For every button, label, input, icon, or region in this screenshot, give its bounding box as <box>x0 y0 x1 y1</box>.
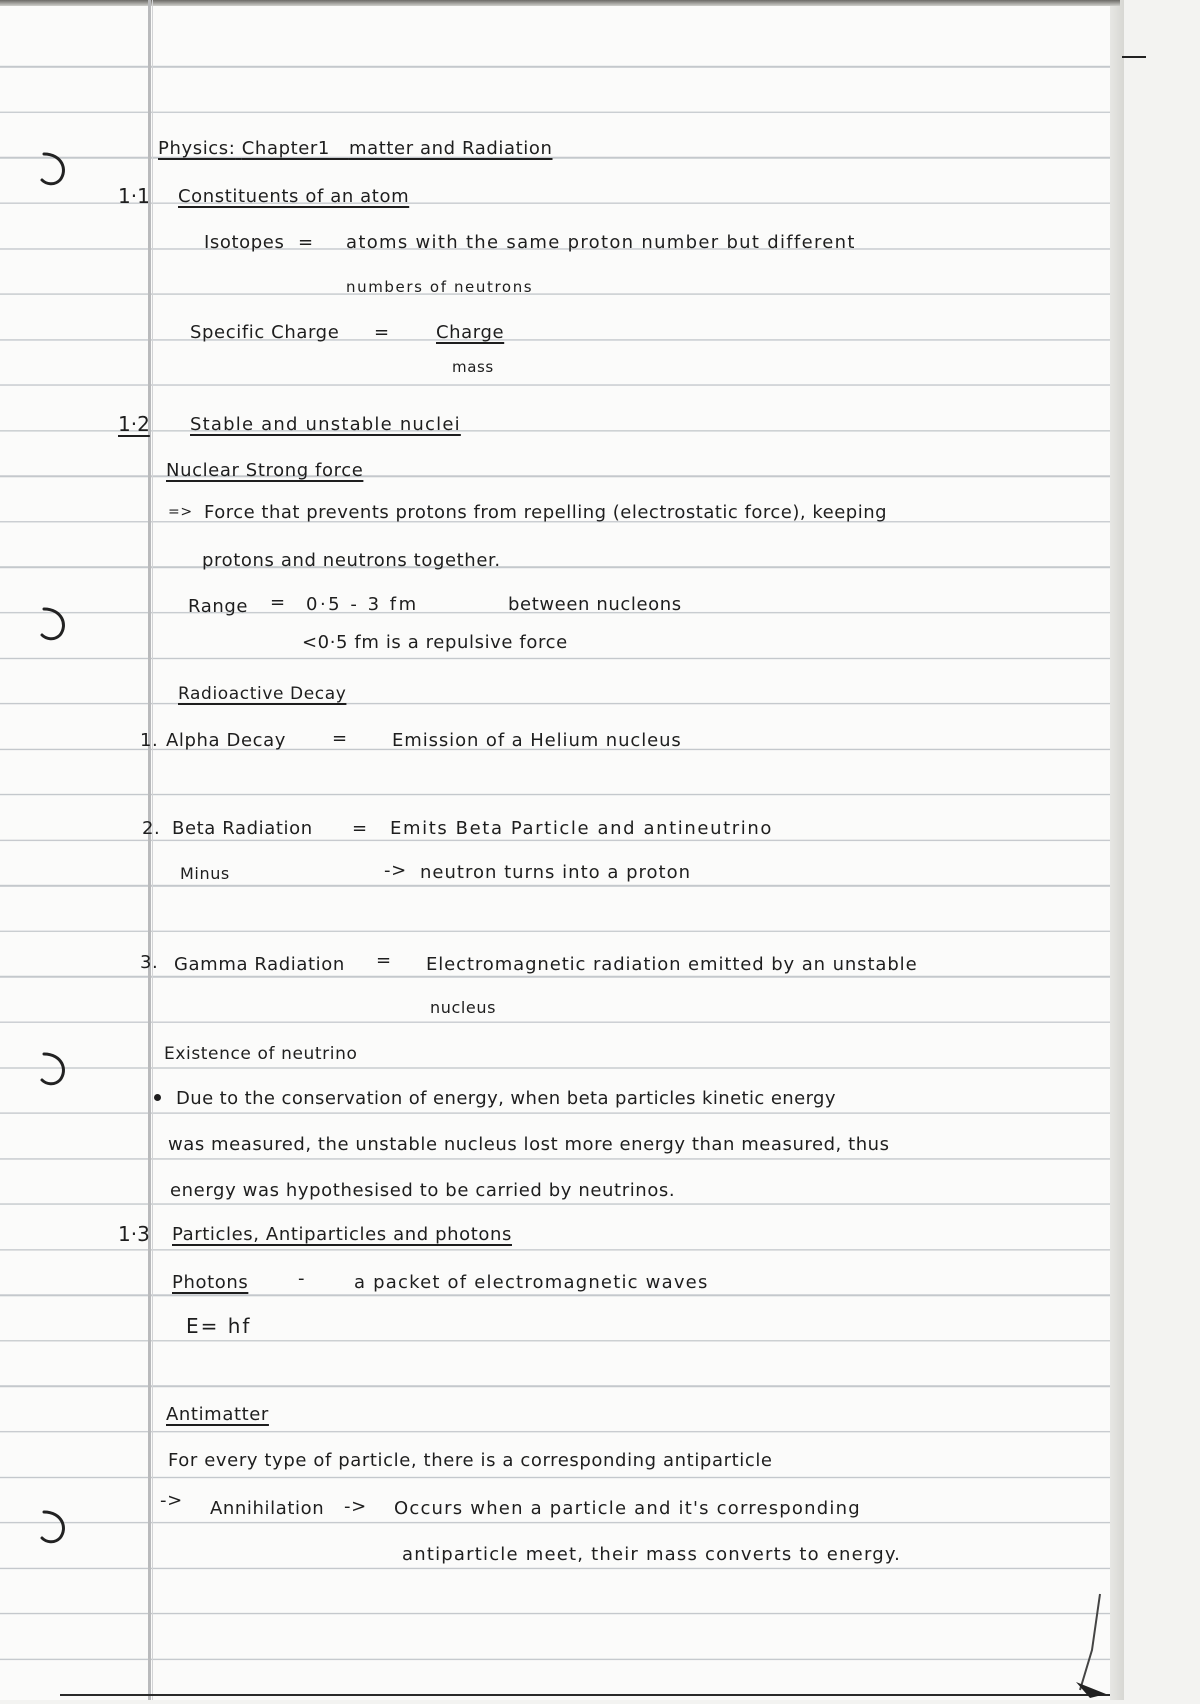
annihilation-definition-line-2: antiparticle meet, their mass converts to energy. <box>402 1544 902 1565</box>
term-annihilation: Annihilation <box>210 1498 325 1519</box>
page-top-edge <box>0 0 1120 6</box>
alpha-definition: Emission of a Helium nucleus <box>392 730 682 751</box>
arrow: -> <box>160 1490 183 1511</box>
neutrino-heading: Existence of neutrino <box>164 1044 358 1064</box>
pen-mark-icon <box>1070 1590 1110 1700</box>
range-repulsive: <0·5 fm is a repulsive force <box>302 632 568 653</box>
neutrino-line-2: was measured, the unstable nucleus lost more energy than measured, thus <box>168 1134 890 1155</box>
page-edge <box>1110 0 1124 1700</box>
list-number: 3. <box>140 952 159 973</box>
equals-sign: = <box>352 818 368 839</box>
section-heading: Constituents of an atom <box>178 186 410 207</box>
beta-minus-label: Minus <box>180 864 230 883</box>
margin-line <box>148 0 151 1700</box>
gamma-definition-line-1: Electromagnetic radiation emitted by an unstable <box>426 954 918 975</box>
section-heading: Stable and unstable nuclei <box>190 414 461 435</box>
isotopes-definition-line-1: atoms with the same proton number but different <box>346 232 856 253</box>
list-number: 2. <box>142 818 161 839</box>
photons-definition: a packet of electromagnetic waves <box>354 1272 709 1293</box>
beta-definition: Emits Beta Particle and antineutrino <box>390 818 773 839</box>
dash: - <box>298 1268 306 1289</box>
binder-hole-icon <box>38 605 74 645</box>
beta-note: neutron turns into a proton <box>420 862 692 883</box>
range-label: Range <box>188 596 249 617</box>
strong-force-definition-line-1: Force that prevents protons from repelling (electrostatic force), keeping <box>204 502 888 523</box>
binder-hole-icon <box>38 1050 74 1090</box>
arrow: -> <box>384 860 407 881</box>
binder-hole-icon <box>38 150 74 190</box>
section-number: 1·1 <box>118 184 150 208</box>
fraction-numerator: Charge <box>436 322 505 343</box>
term-beta-radiation: Beta Radiation <box>172 818 313 839</box>
range-between: between nucleons <box>508 594 682 615</box>
equals-sign: = <box>332 728 348 749</box>
term-alpha-decay: Alpha Decay <box>166 730 287 751</box>
term-gamma-radiation: Gamma Radiation <box>174 954 345 975</box>
isotopes-definition-line-2: numbers of neutrons <box>346 278 534 296</box>
equals-sign: = <box>270 592 286 613</box>
antimatter-heading: Antimatter <box>166 1404 269 1425</box>
equals-sign: = <box>298 232 314 253</box>
section-number: 1·2 <box>118 412 150 436</box>
equals-sign: = <box>374 322 390 343</box>
strong-force-heading: Nuclear Strong force <box>166 460 364 481</box>
edge-dash <box>1122 56 1146 58</box>
page-title: Physics: Chapter1 matter and Radiation <box>158 138 553 159</box>
section-number: 1·3 <box>118 1222 150 1246</box>
neutrino-line-1: Due to the conservation of energy, when beta particles kinetic energy <box>176 1088 836 1109</box>
range-value: 0·5 - 3 fm <box>306 594 419 615</box>
term-photons: Photons <box>172 1272 249 1293</box>
neutrino-line-3: energy was hypothesised to be carried by neutrinos. <box>170 1180 676 1201</box>
equals-sign: = <box>376 950 392 971</box>
antimatter-definition: For every type of particle, there is a corresponding antiparticle <box>168 1450 773 1471</box>
arrow: -> <box>344 1496 367 1517</box>
list-number: 1. <box>140 730 159 751</box>
term-isotopes: Isotopes <box>204 232 285 253</box>
gamma-definition-line-2: nucleus <box>430 998 497 1017</box>
photon-equation: E= hf <box>186 1314 252 1338</box>
strong-force-definition-line-2: protons and neutrons together. <box>202 550 501 571</box>
bottom-rule <box>60 1694 1110 1696</box>
margin-line-secondary <box>152 0 153 1700</box>
fraction-denominator: mass <box>452 358 494 376</box>
term-specific-charge: Specific Charge <box>190 322 340 343</box>
binder-hole-icon <box>38 1508 74 1548</box>
arrow: => <box>168 504 193 520</box>
bullet-icon <box>154 1094 161 1101</box>
section-heading: Particles, Antiparticles and photons <box>172 1224 512 1245</box>
annihilation-definition-line-1: Occurs when a particle and it's corresponding <box>394 1498 861 1519</box>
decay-heading: Radioactive Decay <box>178 684 347 704</box>
